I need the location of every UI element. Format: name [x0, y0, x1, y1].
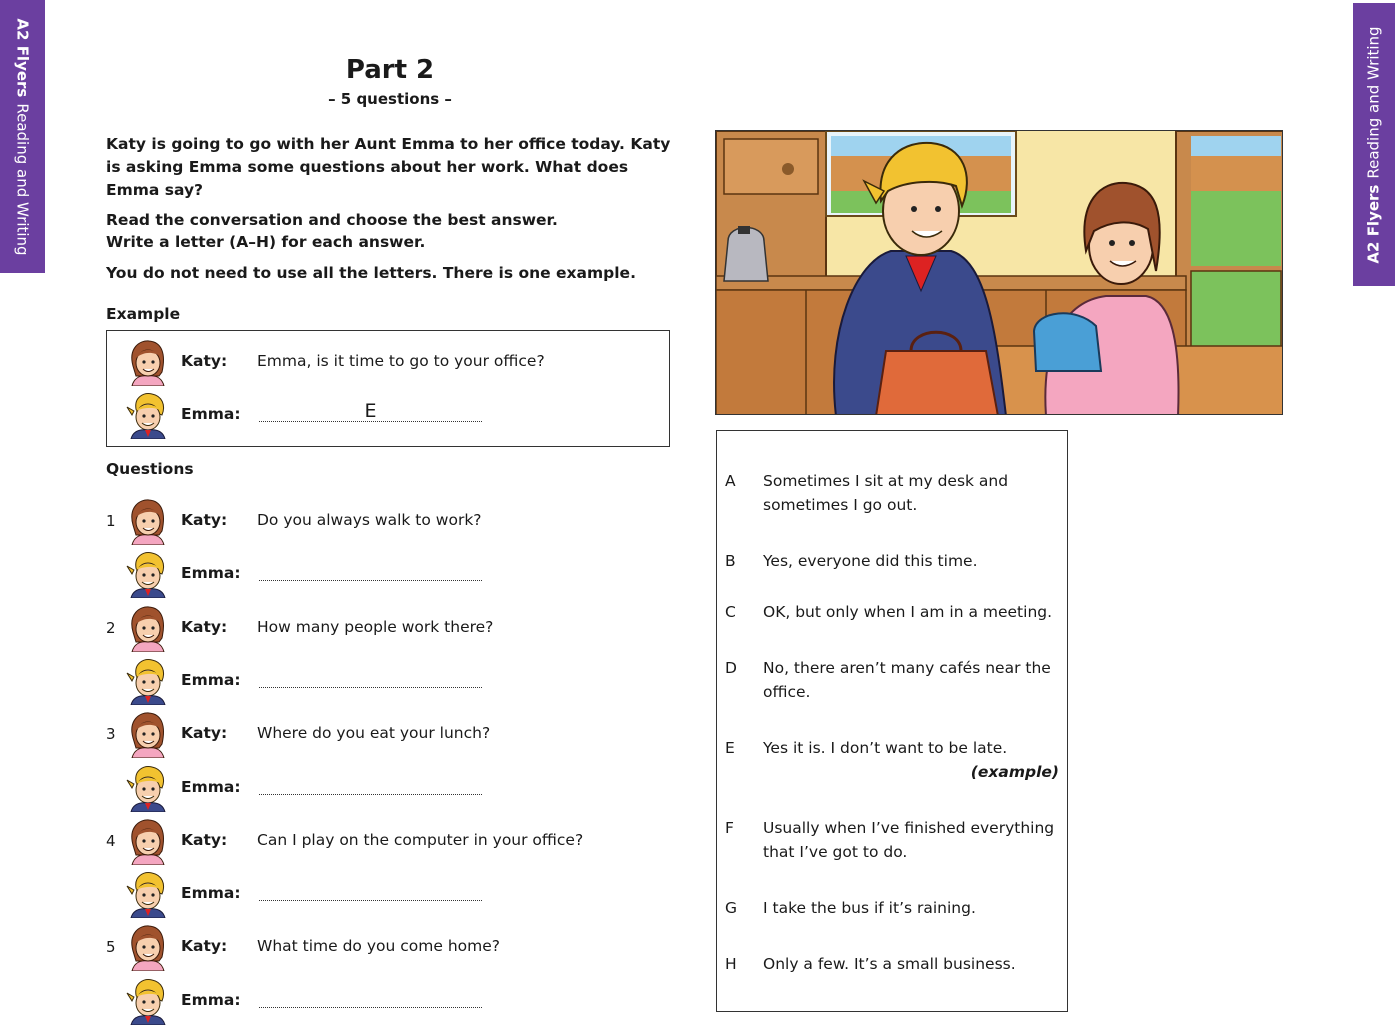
- speaker-emma: Emma:: [181, 991, 241, 1009]
- example-emma-row: [106, 391, 666, 441]
- katy-avatar-icon: [124, 710, 170, 758]
- answer-text: OK, but only when I am in a meeting.: [763, 603, 1053, 621]
- side-tab-right: [1353, 3, 1395, 286]
- question-number: 2: [106, 619, 116, 637]
- emma-avatar-icon: [124, 764, 170, 812]
- example-answer-field: E: [259, 403, 482, 422]
- question-number: 4: [106, 832, 116, 850]
- answer-text: Yes it is. I don’t want to be late.: [763, 739, 1008, 757]
- katy-question: Where do you eat your lunch?: [257, 724, 491, 742]
- question-katy-row: [106, 817, 666, 867]
- speaker-katy: Katy:: [181, 511, 228, 529]
- answer-letter: C: [725, 603, 736, 621]
- question-number: 1: [106, 512, 116, 530]
- answer-text: Usually when I’ve finished everything that I’ve got to do.: [763, 819, 1055, 861]
- question-emma-row: [106, 870, 666, 920]
- question-katy-row: [106, 497, 666, 547]
- question-emma-row: [106, 657, 666, 707]
- speaker-katy: Katy:: [181, 724, 228, 742]
- instructions-write: Write a letter (A–H) for each answer.: [106, 233, 426, 251]
- question-number: 3: [106, 725, 116, 743]
- instructions-note: You do not need to use all the letters. There is one example.: [106, 264, 636, 282]
- katy-avatar-icon: [124, 604, 170, 652]
- speaker-katy: Katy:: [181, 352, 228, 370]
- side-tab-paper: Reading and Writing: [13, 102, 32, 256]
- questions-label: Questions: [106, 460, 194, 478]
- instructions-read: Read the conversation and choose the best answer.: [106, 211, 558, 229]
- answer-text: Yes, everyone did this time.: [763, 552, 978, 570]
- katy-question: Do you always walk to work?: [257, 511, 482, 529]
- answer-text: Sometimes I sit at my desk and sometimes I go out.: [763, 472, 1009, 514]
- speaker-emma: Emma:: [181, 778, 241, 796]
- answer-field-3[interactable]: [259, 776, 482, 795]
- answer-letter: B: [725, 552, 736, 570]
- speaker-emma: Emma:: [181, 671, 241, 689]
- emma-avatar-icon: [124, 550, 170, 598]
- answer-letter: A: [725, 472, 736, 490]
- answer-letter: G: [725, 899, 738, 917]
- example-note: (example): [970, 763, 1059, 781]
- question-emma-row: [106, 550, 666, 600]
- katy-question: Can I play on the computer in your office?: [257, 831, 584, 849]
- answer-letter: H: [725, 955, 737, 973]
- answer-options-box: [716, 430, 1068, 1012]
- question-emma-row: [106, 977, 666, 1027]
- katy-avatar-icon: [124, 338, 170, 386]
- katy-question: How many people work there?: [257, 618, 494, 636]
- answer-text: I take the bus if it’s raining.: [763, 899, 976, 917]
- side-tab-level-right: A2 Flyers: [1365, 184, 1383, 264]
- answer-letter: E: [725, 739, 735, 757]
- answer-field-4[interactable]: [259, 882, 482, 901]
- instructions-intro: Katy is going to go with her Aunt Emma to her office today. Katy is asking Emma some questions about her work. What does Emma say?: [106, 135, 671, 199]
- emma-avatar-icon: [124, 391, 170, 439]
- answer-field-5[interactable]: [259, 989, 482, 1008]
- katy-avatar-icon: [124, 923, 170, 971]
- question-emma-row: [106, 764, 666, 814]
- katy-question: Emma, is it time to go to your office?: [257, 352, 545, 370]
- question-katy-row: [106, 710, 666, 760]
- speaker-emma: Emma:: [181, 564, 241, 582]
- question-katy-row: [106, 923, 666, 973]
- example-label: Example: [106, 305, 181, 323]
- answer-field-1[interactable]: [259, 562, 482, 581]
- emma-avatar-icon: [124, 870, 170, 918]
- katy-avatar-icon: [124, 817, 170, 865]
- answer-text: Only a few. It’s a small business.: [763, 955, 1016, 973]
- answer-field-2[interactable]: [259, 669, 482, 688]
- side-tab-left: [0, 0, 45, 273]
- question-katy-row: [106, 604, 666, 654]
- katy-question: What time do you come home?: [257, 937, 500, 955]
- speaker-katy: Katy:: [181, 831, 228, 849]
- question-number: 5: [106, 938, 116, 956]
- answer-letter: F: [725, 819, 734, 837]
- speaker-emma: Emma:: [181, 405, 241, 423]
- speaker-katy: Katy:: [181, 937, 228, 955]
- illustration-office-scene: [715, 130, 1283, 415]
- side-tab-level: A2 Flyers: [13, 17, 32, 97]
- page-subtitle: – 5 questions –: [328, 90, 452, 108]
- kitchen-scene-image: [716, 131, 1283, 415]
- answer-letter: D: [725, 659, 737, 677]
- page-title: Part 2: [345, 55, 435, 85]
- emma-avatar-icon: [124, 657, 170, 705]
- answer-text: No, there aren’t many cafés near the office.: [763, 659, 1051, 701]
- speaker-katy: Katy:: [181, 618, 228, 636]
- example-katy-row: [106, 338, 666, 388]
- side-tab-paper-right: Reading and Writing: [1365, 25, 1383, 179]
- emma-avatar-icon: [124, 977, 170, 1025]
- speaker-emma: Emma:: [181, 884, 241, 902]
- katy-avatar-icon: [124, 497, 170, 545]
